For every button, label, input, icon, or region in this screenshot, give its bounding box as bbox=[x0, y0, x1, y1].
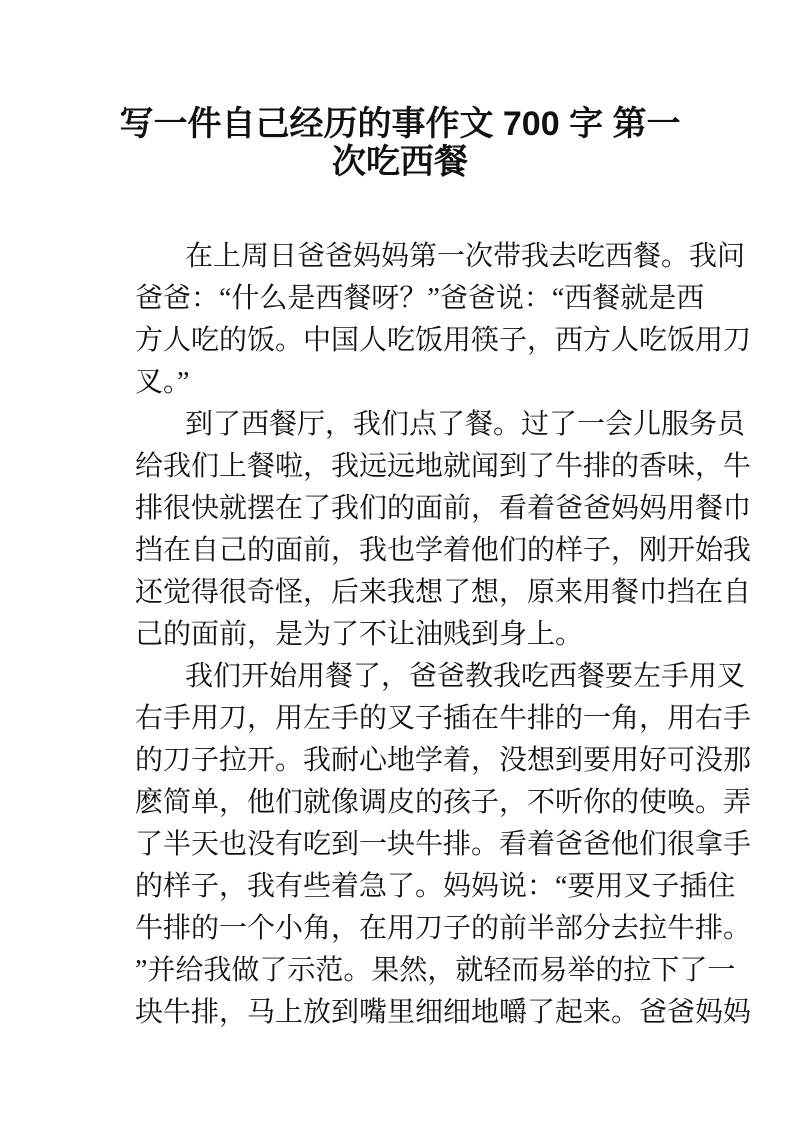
document-title-line-2: 次吃西餐 bbox=[332, 143, 468, 181]
paragraph-2 bbox=[135, 404, 752, 656]
text-line: 的刀子拉开。我耐心地学着，没想到要用好可没那 bbox=[135, 745, 752, 776]
text-line: 给我们上餐啦，我远远地就闻到了牛排的香味，牛 bbox=[135, 451, 752, 482]
text-line: 我们开始用餐了，爸爸教我吃西餐要左手用叉 bbox=[185, 661, 746, 692]
text-line: 排很快就摆在了我们的面前，看着爸爸妈妈用餐巾 bbox=[135, 493, 752, 524]
text-line: 了半天也没有吃到一块牛排。看着爸爸他们很拿手 bbox=[135, 829, 752, 860]
paragraph-1 bbox=[135, 236, 752, 404]
text-line: 右手用刀，用左手的叉子插在牛排的一角，用右手 bbox=[135, 703, 752, 734]
document-title-line-1: 写一件自己经历的事作文 700 字 第一 bbox=[119, 105, 681, 143]
text-line: 牛排的一个小角，在用刀子的前半部分去拉牛排。 bbox=[135, 913, 752, 944]
text-line: 己的面前，是为了不让油贱到身上。 bbox=[135, 619, 584, 650]
text-line: 麽简单，他们就像调皮的孩子，不听你的使唤。弄 bbox=[135, 787, 752, 818]
text-line: 挡在自己的面前，我也学着他们的样子，刚开始我 bbox=[135, 535, 752, 566]
text-line: 叉。” bbox=[135, 367, 190, 398]
text-line: 爸爸：“什么是西餐呀？”爸爸说：“西餐就是西 bbox=[135, 283, 705, 314]
document-body bbox=[135, 236, 752, 1034]
text-line: 方人吃的饭。中国人吃饭用筷子，西方人吃饭用刀 bbox=[135, 325, 752, 356]
paragraph-3 bbox=[135, 656, 752, 1034]
text-line: 的样子，我有些着急了。妈妈说：“要用叉子插住 bbox=[135, 871, 736, 902]
text-line: ”并给我做了示范。果然，就轻而易举的拉下了一 bbox=[135, 955, 736, 986]
text-line: 在上周日爸爸妈妈第一次带我去吃西餐。我问 bbox=[185, 241, 746, 272]
text-line: 块牛排，马上放到嘴里细细地嚼了起来。爸爸妈妈 bbox=[135, 997, 752, 1028]
text-line: 还觉得很奇怪，后来我想了想，原来用餐巾挡在自 bbox=[135, 577, 752, 608]
text-line: 到了西餐厅，我们点了餐。过了一会儿服务员 bbox=[185, 409, 746, 440]
